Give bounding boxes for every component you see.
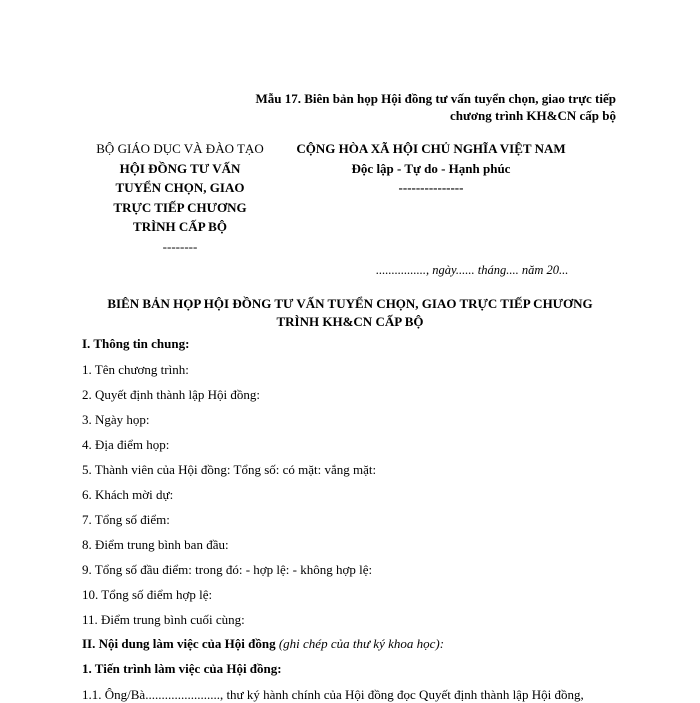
title-line-1: BIÊN BẢN HỌP HỘI ĐỒNG TƯ VẤN TUYỂN CHỌN, GIAO TRỰC TIẾP CHƯƠNG [107,296,593,311]
council-name-line-3: TRỰC TIẾP CHƯƠNG [113,199,247,215]
form-note-line-1: Mẫu 17. Biên bản họp Hội đồng tư vấn tuyển chọn, giao trực tiếp [255,91,616,106]
document-title [60,295,640,331]
info-item-decision: 2. Quyết định thành lập Hội đồng: [82,387,261,402]
council-name-line-1: HỘI ĐỒNG TƯ VẤN [119,160,241,176]
nation-motto: Độc lập - Tự do - Hạnh phúc [351,160,511,176]
date-line: ................, ngày...... tháng.... năm 20... [376,263,569,277]
section-2-note: (ghi chép của thư ký khoa học): [278,636,445,651]
info-item-guests: 6. Khách mời dự: [82,487,174,502]
info-item-valid-total: 10. Tổng số điểm hợp lệ: [82,587,213,602]
ministry-name: BỘ GIÁO DỤC VÀ ĐÀO TẠO [96,141,264,156]
national-heading-block [288,139,574,198]
issuing-organization-block [60,139,300,256]
info-item-meeting-date: 3. Ngày họp: [82,412,150,427]
info-item-program-name: 1. Tên chương trình: [82,362,189,377]
form-template-note [255,90,616,124]
info-item-total-score: 7. Tổng số điểm: [82,512,170,527]
form-note-line-2: chương trình KH&CN cấp bộ [450,108,616,123]
title-line-2: TRÌNH KH&CN CẤP BỘ [276,314,424,329]
info-item-score-count: 9. Tổng số đầu điểm: trong đó: - hợp lệ: - không hợp lệ: [82,562,373,577]
org-divider: -------- [162,238,198,254]
info-item-initial-average: 8. Điểm trung bình ban đầu: [82,537,229,552]
info-item-location: 4. Địa điểm họp: [82,437,170,452]
info-item-final-average: 11. Điểm trung bình cuối cùng: [82,612,245,627]
council-name-line-2: TUYỂN CHỌN, GIAO [115,180,245,195]
council-name-line-4: TRÌNH CẤP BỘ [133,219,227,234]
info-item-members: 5. Thành viên của Hội đồng: Tổng số: có mặt: vắng mặt: [82,462,377,477]
paragraph-1-1: 1.1. Ông/Bà......................., thư ký hành chính của Hội đồng đọc Quyết định thành lập Hội đồng, [82,687,584,702]
section-2-heading [82,636,444,652]
section-2-title: II. Nội dung làm việc của Hội đồng [82,636,276,651]
nation-divider: --------------- [398,180,464,195]
section-1-heading: I. Thông tin chung: [82,336,190,351]
subsection-1-heading: 1. Tiến trình làm việc của Hội đồng: [82,661,282,676]
nation-name: CỘNG HÒA XÃ HỘI CHỦ NGHĨA VIỆT NAM [296,141,566,156]
